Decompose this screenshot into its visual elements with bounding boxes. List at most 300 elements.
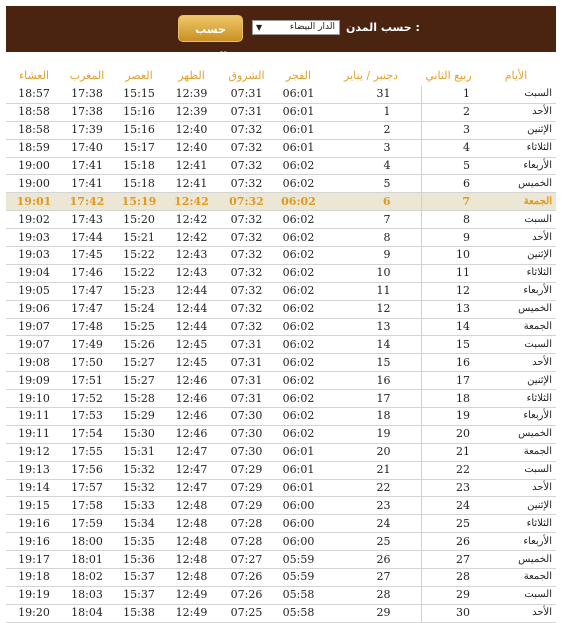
gregorian-date: 20 (321, 443, 421, 461)
shuruq-time: 07:32 (217, 282, 276, 300)
isha-time: 19:00 (6, 157, 62, 175)
gregorian-date: 2 (321, 121, 421, 139)
maghrib-time: 18:03 (62, 586, 112, 604)
hijri-date: 8 (421, 211, 476, 229)
day-name: الجمعة (476, 569, 556, 587)
fajr-time: 05:59 (276, 569, 321, 587)
isha-time: 19:09 (6, 372, 62, 390)
gregorian-date: 17 (321, 390, 421, 408)
shuruq-time: 07:29 (217, 497, 276, 515)
gregorian-date: 10 (321, 264, 421, 282)
col-header-shuruq: الشروق (228, 68, 265, 82)
day-name: الأربعاء (476, 408, 556, 426)
asr-time: 15:31 (112, 443, 166, 461)
table-row (6, 515, 556, 533)
table-row (6, 229, 556, 247)
dhuhr-time: 12:48 (166, 515, 217, 533)
shuruq-time: 07:29 (217, 461, 276, 479)
hijri-date: 22 (421, 461, 476, 479)
gregorian-date: 27 (321, 569, 421, 587)
hijri-date: 28 (421, 569, 476, 587)
shuruq-time: 07:32 (217, 175, 276, 193)
fajr-time: 06:00 (276, 515, 321, 533)
fajr-time: 06:02 (276, 211, 321, 229)
dhuhr-time: 12:40 (166, 121, 217, 139)
day-name: الأحد (476, 229, 556, 247)
day-name: السبت (476, 461, 556, 479)
shuruq-time: 07:32 (217, 157, 276, 175)
col-header-maghrib: المغرب (69, 68, 105, 82)
maghrib-time: 17:50 (62, 354, 112, 372)
day-name: الجمعة (476, 193, 556, 211)
gregorian-date: 22 (321, 479, 421, 497)
hijri-date: 10 (421, 247, 476, 265)
shuruq-time: 07:32 (217, 318, 276, 336)
isha-time: 19:01 (6, 193, 62, 211)
dhuhr-time: 12:42 (166, 193, 217, 211)
table-row (6, 336, 556, 354)
day-name: الأربعاء (476, 282, 556, 300)
isha-time: 19:16 (6, 515, 62, 533)
table-row (6, 604, 556, 622)
asr-time: 15:29 (112, 408, 166, 426)
hijri-date: 3 (421, 121, 476, 139)
isha-time: 19:05 (6, 282, 62, 300)
asr-time: 15:37 (112, 569, 166, 587)
hijri-date: 6 (421, 175, 476, 193)
day-name: الثلاثاء (476, 390, 556, 408)
fajr-time: 06:02 (276, 282, 321, 300)
shuruq-time: 07:28 (217, 533, 276, 551)
day-name: السبت (476, 586, 556, 604)
maghrib-time: 17:42 (62, 193, 112, 211)
isha-time: 19:02 (6, 211, 62, 229)
shuruq-time: 07:31 (217, 354, 276, 372)
col-header-fajr: الفجر (285, 68, 312, 82)
maghrib-time: 17:54 (62, 425, 112, 443)
fajr-time: 05:58 (276, 604, 321, 622)
prayer-times-table (6, 64, 556, 623)
day-name: الإثنين (476, 121, 556, 139)
hijri-date: 23 (421, 479, 476, 497)
fajr-time: 06:02 (276, 390, 321, 408)
shuruq-time: 07:32 (217, 247, 276, 265)
shuruq-time: 07:32 (217, 264, 276, 282)
asr-time: 15:38 (112, 604, 166, 622)
hijri-date: 21 (421, 443, 476, 461)
table-row (6, 390, 556, 408)
asr-time: 15:18 (112, 175, 166, 193)
shuruq-time: 07:28 (217, 515, 276, 533)
dhuhr-time: 12:39 (166, 86, 217, 103)
maghrib-time: 17:39 (62, 121, 112, 139)
maghrib-time: 17:44 (62, 229, 112, 247)
city-select[interactable] (252, 20, 340, 35)
shuruq-time: 07:31 (217, 103, 276, 121)
table-row (6, 408, 556, 426)
day-name: الثلاثاء (476, 515, 556, 533)
dhuhr-time: 12:44 (166, 282, 217, 300)
isha-time: 19:06 (6, 300, 62, 318)
day-name: الإثنين (476, 247, 556, 265)
gregorian-date: 6 (321, 193, 421, 211)
shuruq-time: 07:32 (217, 211, 276, 229)
fajr-time: 06:00 (276, 533, 321, 551)
dhuhr-time: 12:45 (166, 336, 217, 354)
maghrib-time: 17:38 (62, 103, 112, 121)
table-row (6, 443, 556, 461)
shuruq-time: 07:32 (217, 193, 276, 211)
hijri-date: 25 (421, 515, 476, 533)
gregorian-date: 26 (321, 551, 421, 569)
gregorian-date: 5 (321, 175, 421, 193)
table-row (6, 569, 556, 587)
fajr-time: 06:02 (276, 247, 321, 265)
table-row (6, 157, 556, 175)
dhuhr-time: 12:47 (166, 443, 217, 461)
asr-time: 15:33 (112, 497, 166, 515)
maghrib-time: 17:46 (62, 264, 112, 282)
table-row (6, 461, 556, 479)
gregorian-date: 31 (321, 86, 421, 103)
day-name: الخميس (476, 551, 556, 569)
day-name: الإثنين (476, 372, 556, 390)
gregorian-date: 24 (321, 515, 421, 533)
shuruq-time: 07:27 (217, 551, 276, 569)
shuruq-time: 07:32 (217, 300, 276, 318)
table-row-today (6, 193, 556, 211)
asr-time: 15:35 (112, 533, 166, 551)
gregorian-date: 28 (321, 586, 421, 604)
dhuhr-time: 12:48 (166, 533, 217, 551)
maghrib-time: 17:41 (62, 175, 112, 193)
dhuhr-time: 12:49 (166, 586, 217, 604)
table-row (6, 300, 556, 318)
maghrib-time: 17:48 (62, 318, 112, 336)
col-header-asr: العصر (125, 68, 153, 82)
day-name: الثلاثاء (476, 264, 556, 282)
gregorian-date: 23 (321, 497, 421, 515)
table-row (6, 264, 556, 282)
asr-time: 15:17 (112, 139, 166, 157)
gregorian-date: 9 (321, 247, 421, 265)
gregorian-date: 14 (321, 336, 421, 354)
fajr-time: 06:01 (276, 479, 321, 497)
asr-time: 15:22 (112, 264, 166, 282)
fajr-time: 06:02 (276, 372, 321, 390)
shuruq-time: 07:30 (217, 443, 276, 461)
day-name: الثلاثاء (476, 139, 556, 157)
isha-time: 19:04 (6, 264, 62, 282)
day-name: الخميس (476, 175, 556, 193)
isha-time: 19:13 (6, 461, 62, 479)
col-header-isha: العشاء (18, 68, 50, 82)
hijri-date: 17 (421, 372, 476, 390)
asr-time: 15:28 (112, 390, 166, 408)
isha-time: 19:12 (6, 443, 62, 461)
dhuhr-time: 12:44 (166, 318, 217, 336)
isha-time: 19:14 (6, 479, 62, 497)
dhuhr-time: 12:46 (166, 425, 217, 443)
dhuhr-time: 12:40 (166, 139, 217, 157)
maghrib-time: 17:52 (62, 390, 112, 408)
shuruq-time: 07:29 (217, 479, 276, 497)
dhuhr-time: 12:47 (166, 461, 217, 479)
isha-time: 19:15 (6, 497, 62, 515)
isha-time: 18:58 (6, 121, 62, 139)
table-row (6, 586, 556, 604)
maghrib-time: 18:01 (62, 551, 112, 569)
table-row (6, 86, 556, 103)
hijri-date: 15 (421, 336, 476, 354)
hijri-date: 13 (421, 300, 476, 318)
day-name: السبت (476, 86, 556, 103)
isha-time: 19:00 (6, 175, 62, 193)
dhuhr-time: 12:44 (166, 300, 217, 318)
hijri-date: 14 (421, 318, 476, 336)
shuruq-time: 07:31 (217, 336, 276, 354)
asr-time: 15:23 (112, 282, 166, 300)
fajr-time: 06:01 (276, 86, 321, 103)
by-month-button[interactable]: حسب الشهر (178, 15, 243, 42)
isha-time: 19:03 (6, 229, 62, 247)
dhuhr-time: 12:48 (166, 569, 217, 587)
hijri-date: 12 (421, 282, 476, 300)
maghrib-time: 18:02 (62, 569, 112, 587)
gregorian-date: 18 (321, 408, 421, 426)
asr-time: 15:32 (112, 479, 166, 497)
isha-time: 19:11 (6, 425, 62, 443)
gregorian-date: 4 (321, 157, 421, 175)
table-row (6, 247, 556, 265)
asr-time: 15:27 (112, 354, 166, 372)
maghrib-time: 17:58 (62, 497, 112, 515)
isha-time: 19:10 (6, 390, 62, 408)
shuruq-time: 07:25 (217, 604, 276, 622)
maghrib-time: 17:51 (62, 372, 112, 390)
table-row (6, 372, 556, 390)
fajr-time: 06:02 (276, 264, 321, 282)
fajr-time: 06:02 (276, 354, 321, 372)
day-name: السبت (476, 211, 556, 229)
dhuhr-time: 12:46 (166, 372, 217, 390)
isha-time: 18:59 (6, 139, 62, 157)
gregorian-date: 25 (321, 533, 421, 551)
fajr-time: 06:01 (276, 443, 321, 461)
maghrib-time: 18:00 (62, 533, 112, 551)
fajr-time: 06:01 (276, 139, 321, 157)
day-name: الخميس (476, 300, 556, 318)
gregorian-date: 8 (321, 229, 421, 247)
asr-time: 15:19 (112, 193, 166, 211)
fajr-time: 06:01 (276, 103, 321, 121)
asr-time: 15:16 (112, 121, 166, 139)
dhuhr-time: 12:48 (166, 497, 217, 515)
dhuhr-time: 12:42 (166, 211, 217, 229)
dhuhr-time: 12:48 (166, 551, 217, 569)
table-row (6, 282, 556, 300)
table-row (6, 425, 556, 443)
asr-time: 15:30 (112, 425, 166, 443)
hijri-date: 11 (421, 264, 476, 282)
day-name: الإثنين (476, 497, 556, 515)
dhuhr-time: 12:41 (166, 175, 217, 193)
gregorian-date: 3 (321, 139, 421, 157)
fajr-time: 06:02 (276, 157, 321, 175)
hijri-date: 5 (421, 157, 476, 175)
isha-time: 19:19 (6, 586, 62, 604)
gregorian-date: 19 (321, 425, 421, 443)
maghrib-time: 18:04 (62, 604, 112, 622)
col-header-hijri: ربيع الثاني (425, 68, 472, 82)
shuruq-time: 07:32 (217, 139, 276, 157)
day-name: السبت (476, 336, 556, 354)
hijri-date: 1 (421, 86, 476, 103)
city-label: حسب المدن : (346, 21, 420, 34)
maghrib-time: 17:45 (62, 247, 112, 265)
maghrib-time: 17:59 (62, 515, 112, 533)
dhuhr-time: 12:45 (166, 354, 217, 372)
table-row (6, 211, 556, 229)
isha-time: 18:58 (6, 103, 62, 121)
day-name: الأحد (476, 604, 556, 622)
table-row (6, 121, 556, 139)
hijri-date: 9 (421, 229, 476, 247)
isha-time: 19:18 (6, 569, 62, 587)
shuruq-time: 07:30 (217, 408, 276, 426)
dhuhr-time: 12:42 (166, 229, 217, 247)
gregorian-date: 21 (321, 461, 421, 479)
gregorian-date: 7 (321, 211, 421, 229)
dhuhr-time: 12:39 (166, 103, 217, 121)
shuruq-time: 07:26 (217, 569, 276, 587)
hijri-date: 29 (421, 586, 476, 604)
maghrib-time: 17:49 (62, 336, 112, 354)
table-body (6, 86, 556, 622)
maghrib-time: 17:47 (62, 282, 112, 300)
dhuhr-time: 12:49 (166, 604, 217, 622)
day-name: الجمعة (476, 318, 556, 336)
day-name: الخميس (476, 425, 556, 443)
maghrib-time: 17:47 (62, 300, 112, 318)
shuruq-time: 07:32 (217, 121, 276, 139)
isha-time: 19:08 (6, 354, 62, 372)
asr-time: 15:34 (112, 515, 166, 533)
fajr-time: 06:02 (276, 336, 321, 354)
gregorian-date: 29 (321, 604, 421, 622)
shuruq-time: 07:31 (217, 372, 276, 390)
hijri-date: 20 (421, 425, 476, 443)
col-header-dhuhr: الظهر (178, 68, 205, 82)
day-name: الجمعة (476, 443, 556, 461)
table-row (6, 175, 556, 193)
gregorian-date: 13 (321, 318, 421, 336)
hijri-date: 2 (421, 103, 476, 121)
hijri-date: 19 (421, 408, 476, 426)
table-row (6, 479, 556, 497)
day-name: الأربعاء (476, 157, 556, 175)
asr-time: 15:18 (112, 157, 166, 175)
dhuhr-time: 12:46 (166, 390, 217, 408)
chevron-down-icon: ▼ (256, 23, 263, 32)
gregorian-date: 11 (321, 282, 421, 300)
maghrib-time: 17:53 (62, 408, 112, 426)
gregorian-date: 12 (321, 300, 421, 318)
fajr-time: 06:00 (276, 497, 321, 515)
fajr-time: 06:01 (276, 461, 321, 479)
maghrib-time: 17:43 (62, 211, 112, 229)
gregorian-date: 1 (321, 103, 421, 121)
dhuhr-time: 12:43 (166, 247, 217, 265)
asr-time: 15:15 (112, 86, 166, 103)
dhuhr-time: 12:46 (166, 408, 217, 426)
hijri-date: 30 (421, 604, 476, 622)
day-name: الأحد (476, 479, 556, 497)
table-row (6, 354, 556, 372)
isha-time: 19:16 (6, 533, 62, 551)
maghrib-time: 17:40 (62, 139, 112, 157)
maghrib-time: 17:55 (62, 443, 112, 461)
asr-time: 15:21 (112, 229, 166, 247)
fajr-time: 06:02 (276, 408, 321, 426)
fajr-time: 05:58 (276, 586, 321, 604)
isha-time: 19:07 (6, 318, 62, 336)
fajr-time: 05:59 (276, 551, 321, 569)
fajr-time: 06:02 (276, 300, 321, 318)
maghrib-time: 17:38 (62, 86, 112, 103)
isha-time: 19:03 (6, 247, 62, 265)
maghrib-time: 17:41 (62, 157, 112, 175)
asr-time: 15:16 (112, 103, 166, 121)
day-name: الأربعاء (476, 533, 556, 551)
isha-time: 19:07 (6, 336, 62, 354)
isha-time: 19:11 (6, 408, 62, 426)
table-row (6, 103, 556, 121)
fajr-time: 06:02 (276, 175, 321, 193)
asr-time: 15:22 (112, 247, 166, 265)
col-header-gregorian: دجنبر / يناير (344, 68, 398, 82)
dhuhr-time: 12:43 (166, 264, 217, 282)
asr-time: 15:32 (112, 461, 166, 479)
shuruq-time: 07:32 (217, 229, 276, 247)
asr-time: 15:20 (112, 211, 166, 229)
shuruq-time: 07:31 (217, 86, 276, 103)
fajr-time: 06:02 (276, 229, 321, 247)
col-header-day: الأيام (504, 68, 528, 82)
fajr-time: 06:02 (276, 425, 321, 443)
day-name: الأحد (476, 103, 556, 121)
shuruq-time: 07:26 (217, 586, 276, 604)
day-name: الأحد (476, 354, 556, 372)
asr-time: 15:27 (112, 372, 166, 390)
city-select-value: الدار البيضاء (289, 22, 335, 32)
hijri-date: 27 (421, 551, 476, 569)
asr-time: 15:25 (112, 318, 166, 336)
hijri-date: 16 (421, 354, 476, 372)
table-row (6, 318, 556, 336)
hijri-date: 24 (421, 497, 476, 515)
fajr-time: 06:02 (276, 193, 321, 211)
dhuhr-time: 12:47 (166, 479, 217, 497)
hijri-date: 26 (421, 533, 476, 551)
asr-time: 15:37 (112, 586, 166, 604)
table-header-row (6, 64, 556, 86)
maghrib-time: 17:57 (62, 479, 112, 497)
asr-time: 15:24 (112, 300, 166, 318)
table-row (6, 139, 556, 157)
hijri-date: 7 (421, 193, 476, 211)
isha-time: 19:17 (6, 551, 62, 569)
